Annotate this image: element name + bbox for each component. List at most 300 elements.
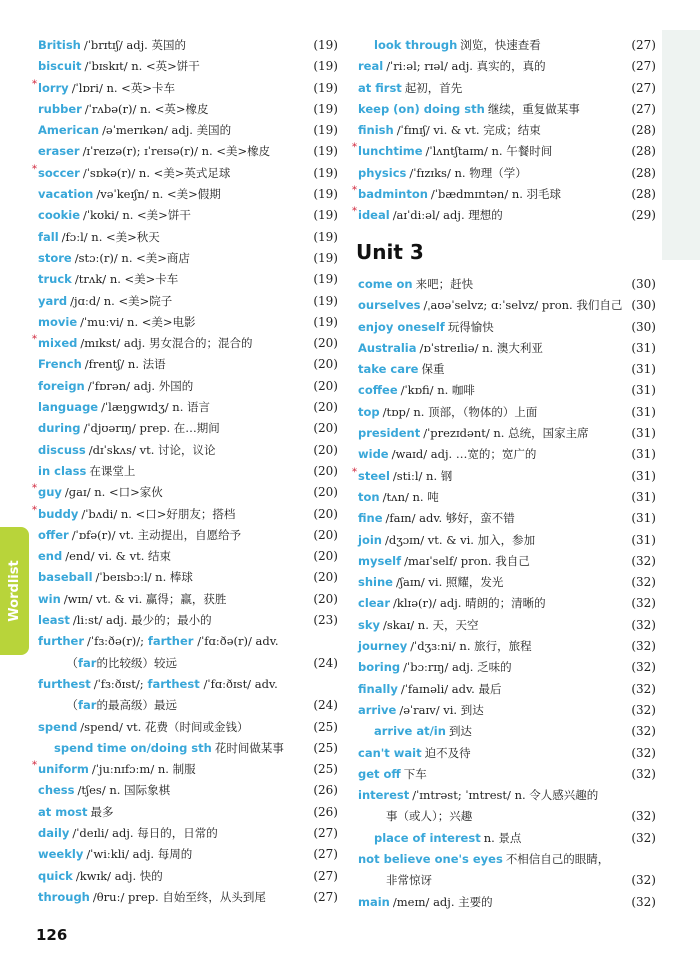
page-reference: (25) [313,762,338,777]
headword: coffee [358,383,398,398]
headword: win [38,591,61,606]
definition: /ˈbædmɪntən/ n. 羽毛球 [430,187,562,202]
headword: soccer [38,165,80,180]
headword: place of interest [374,830,481,845]
definition: /ɡaɪ/ n. <口>家伙 [64,485,163,500]
key-word-marker: * [352,142,357,154]
wordlist-entry [358,551,656,572]
definition: 浏览，快速查看 [460,38,541,52]
headword: shine [358,575,393,590]
wordlist-entry [38,354,338,375]
page-reference: (31) [631,340,656,355]
wordlist-entry [358,402,656,423]
definition: /klɪə(r)/ adj. 晴朗的；清晰的 [393,596,546,611]
page-reference: (31) [631,532,656,547]
wordlist-side-tab[interactable] [0,527,29,655]
page-number: 126 [36,926,68,944]
wordlist-entry [32,482,338,503]
wordlist-entry [358,487,656,508]
page-reference: (27) [313,847,338,862]
headword: foreign [38,378,85,393]
page-reference: (19) [313,165,338,180]
definition: /ˈlʌntʃtaɪm/ n. 午餐时间 [425,144,553,159]
page-reference: (20) [313,527,338,542]
right-column-top [352,35,656,227]
headword: not believe one's eyes [358,852,503,867]
headword: at first [358,80,402,95]
wordlist-entry [358,700,656,721]
wordlist-entry [38,269,338,290]
definition: /stɔː(r)/ n. <美>商店 [74,250,190,265]
headword: offer [38,527,69,542]
headword: spend time on/doing sth [54,740,212,755]
wordlist-entry [32,78,338,99]
wordlist-entry [38,631,338,674]
wordlist-entry [358,99,656,120]
headword: sky [358,617,380,632]
wordlist-entry [358,423,656,444]
headword: buddy [38,506,79,521]
wordlist-entry [38,418,338,439]
headword: journey [358,639,408,654]
definition: /wɪn/ vt. & vi. 赢得；赢，获胜 [63,591,227,606]
headword: myself [358,553,402,568]
page-reference: (20) [313,378,338,393]
page-reference: (19) [313,38,338,52]
definition: /ˈbɔːrɪŋ/ adj. 乏味的 [403,660,512,675]
key-word-marker: * [32,483,37,495]
wordlist-entry [38,844,338,865]
definition: 保重 [421,362,445,377]
wordlist-entry [38,291,338,312]
page-reference: (32) [631,745,656,760]
page-reference: (28) [631,123,656,138]
headword: American [38,123,100,138]
wordlist-entry [38,567,338,588]
definition-line2: 事（或人）；兴趣 [386,809,473,824]
headword: badminton [358,187,428,202]
definition: /ˈprezɪdənt/ n. 总统，国家主席 [423,426,589,441]
page-reference: (32) [631,830,656,845]
page-reference: (19) [313,80,338,95]
page-reference: (29) [631,208,656,223]
wordlist-entry [38,546,338,567]
wordlist-entry [38,525,338,546]
definition: /liːst/ adj. 最少的；最小的 [72,613,212,628]
definition: /ˈfaɪnəli/ adv. 最后 [400,681,502,696]
definition: /ˈlɒri/ n. <英>卡车 [71,80,175,95]
headword: spend [38,719,78,734]
definition: /ˈfɪzɪks/ n. 物理（学） [409,165,527,180]
wordlist-entry [38,674,338,717]
headword: weekly [38,847,84,862]
definition: /ˈbeɪsbɔːl/ n. 棒球 [95,570,193,585]
wordlist-entry [358,380,656,401]
page-reference: (19) [313,229,338,244]
page-reference: (20) [313,485,338,500]
definition: /dɪˈskʌs/ vt. 讨论，议论 [88,442,216,457]
page-reference: (26) [313,783,338,798]
headword: lorry [38,80,69,95]
key-word-marker: * [32,163,37,175]
definition-continued [358,870,656,891]
right-column-unit3 [352,274,656,913]
page-reference: (20) [313,336,338,351]
definition: /ˈɒfə(r)/ vt. 主动提出，自愿给予 [71,527,242,542]
wordlist-entry [358,35,656,56]
definition-continued: （far的比较级）较远 [66,655,177,670]
definition: /ɒˈstreɪliə/ n. 澳大利亚 [419,340,543,355]
definition: /ˈlæŋɡwɪdʒ/ n. 语言 [101,400,211,415]
wordlist-entry [358,56,656,77]
key-word-marker: * [32,78,37,90]
definition-continued [358,806,656,827]
headword: top [358,404,380,419]
wordlist-entry [32,759,338,780]
page-reference: (31) [631,383,656,398]
page-reference: (20) [313,421,338,436]
definition: /end/ vi. & vt. 结束 [65,549,172,564]
headword: wide [358,447,389,462]
wordlist-entry [358,120,656,141]
key-word-marker: * [352,206,357,218]
headword: in class [38,463,87,478]
definition: /ˈbʌdi/ n. <口>好朋友；搭档 [81,506,236,521]
page-reference: (32) [631,702,656,717]
headword: during [38,421,81,436]
key-word-marker: * [32,504,37,516]
page-reference: (31) [631,511,656,526]
definition: /ˈrʌbə(r)/ n. <英>橡皮 [84,101,209,116]
definition: /ˈdeɪli/ adj. 每日的，日常的 [72,825,218,840]
alt-headword: farthest [147,676,200,691]
definition: /ˈriːəl; rɪəl/ adj. 真实的，真的 [386,59,546,74]
wordlist-entry [38,589,338,610]
wordlist-entry [358,679,656,700]
definition-line2: 非常惊讶 [386,873,432,888]
wordlist-entry [358,78,656,99]
wordlist-entry [38,56,338,77]
wordlist-entry [352,205,656,226]
headword: keep (on) doing sth [358,101,485,116]
page-reference: (25) [313,740,338,755]
wordlist-entry [38,717,338,738]
headword: can't wait [358,745,422,760]
definition: /ˈmuːvi/ n. <美>电影 [80,314,196,329]
headword: president [358,426,421,441]
page-reference: (20) [313,357,338,372]
headword: daily [38,825,70,840]
definition: /fɔːl/ n. <美>秋天 [61,229,160,244]
definition: /ˈkʊki/ n. <美>饼干 [83,208,191,223]
definition: /ˈdjʊərɪŋ/ prep. 在…期间 [83,421,220,436]
wordlist-entry [32,163,338,184]
page-reference: (28) [631,187,656,202]
wordlist-entry [38,227,338,248]
definition: /ɪˈreɪzə(r); ɪˈreɪsə(r)/ n. <美>橡皮 [82,144,271,159]
wordlist-entry [38,376,338,397]
key-word-marker: * [352,185,357,197]
definition: 到达 [448,724,472,739]
headword: discuss [38,442,86,457]
definition: /ˈfɜːðɪst/; [93,676,144,691]
headword: clear [358,596,390,611]
right-edge-shadow [662,30,700,260]
headword: ideal [358,208,390,223]
page-reference: (23) [313,613,338,628]
key-word-marker: * [32,760,37,772]
page-reference: (19) [313,101,338,116]
headword: chess [38,783,75,798]
wordlist-entry [32,504,338,525]
wordlist-entry [358,274,656,295]
page-reference: (32) [631,617,656,632]
wordlist-entry [38,248,338,269]
headword: main [358,894,390,909]
headword: real [358,59,384,74]
page-reference: (32) [631,809,656,824]
headword: physics [358,165,407,180]
headword: join [358,532,382,547]
definition: /waɪd/ adj. …宽的；宽广的 [391,447,537,462]
wordlist-tab-label: Wordlist [7,560,22,622]
wordlist-entry [358,359,656,380]
page-reference: (19) [313,293,338,308]
headword: mixed [38,336,78,351]
headword: through [38,889,90,904]
definition-continued: （far的最高级）最远 [66,698,177,713]
page-reference: (27) [631,38,656,52]
wordlist-entry [358,615,656,636]
wordlist-entry [38,610,338,631]
definition: /ˌaʊəˈselvz; ɑːˈselvz/ pron. 我们自己 [423,298,623,313]
headword: biscuit [38,59,82,74]
headword: French [38,357,82,372]
page-reference: (19) [313,187,338,202]
wordlist-entry [358,444,656,465]
wordlist-entry [352,141,656,162]
wordlist-entry [38,312,338,333]
page-reference: (25) [313,719,338,734]
wordlist-entry [358,785,656,828]
wordlist-entry [358,163,656,184]
definition: /mɪkst/ adj. 男女混合的；混合的 [80,336,253,351]
page-reference: (19) [313,272,338,287]
definition: /kwɪk/ adj. 快的 [75,868,163,883]
page-reference: (27) [631,101,656,116]
headword: ourselves [358,298,421,313]
definition: 下车 [403,766,427,781]
headword: eraser [38,144,80,159]
base-word: far [78,698,97,713]
definition: /ˈfɪnɪʃ/ vi. & vt. 完成；结束 [396,123,541,138]
page-reference: (31) [631,468,656,483]
headword: lunchtime [358,144,423,159]
wordlist-entry [358,892,656,913]
definition: /ˈsɒkə(r)/ n. <美>英式足球 [82,165,231,180]
headword: furthest [38,676,91,691]
definition: /ˈjuːnɪfɔːm/ n. 制服 [91,762,196,777]
headword: enjoy oneself [358,319,445,334]
headword: finally [358,681,398,696]
definition: 玩得愉快 [447,319,494,334]
headword: come on [358,277,413,291]
page-reference: (20) [313,549,338,564]
wordlist-entry [32,333,338,354]
definition: /dʒɔɪn/ vt. & vi. 加入，参加 [384,532,536,547]
wordlist-entry [352,184,656,205]
wordlist-entry [38,184,338,205]
headword: quick [38,868,73,883]
definition: /ˈkɒfi/ n. 咖啡 [400,383,475,398]
headword: uniform [38,762,89,777]
definition: /vəˈkeɪʃn/ n. <美>假期 [96,187,221,202]
page-reference: (32) [631,596,656,611]
definition: /spend/ vt. 花费（时间或金钱） [80,719,249,734]
page-reference: (19) [313,144,338,159]
page-reference: (20) [313,570,338,585]
headword: further [38,634,85,649]
definition: 花时间做某事 [214,740,284,755]
page-reference: (27) [631,80,656,95]
page-reference: (28) [631,165,656,180]
wordlist-entry [352,466,656,487]
left-column [32,35,338,908]
headword: fall [38,229,59,244]
headword: arrive [358,702,397,717]
page-reference: (31) [631,404,656,419]
headword: fine [358,511,383,526]
base-word: far [78,655,97,670]
wordlist-entry [38,120,338,141]
wordlist-entry [38,99,338,120]
page-reference: (32) [631,724,656,739]
page-reference: (19) [313,250,338,265]
headword: at most [38,804,88,819]
definition: 不相信自己的眼睛， [505,852,610,867]
headword: ton [358,489,380,504]
page-reference: (27) [313,889,338,904]
wordlist-entry [38,205,338,226]
headword: Australia [358,340,417,355]
page-reference: (19) [313,59,338,74]
page-reference: (28) [631,144,656,159]
page-reference: (20) [313,442,338,457]
page-reference: (24) [313,698,338,713]
definition: 继续，重复做某事 [487,101,580,116]
definition: /stiːl/ n. 钢 [392,468,453,483]
definition: /əˈmerɪkən/ adj. 美国的 [102,123,232,138]
definition: /ˈdʒɜːni/ n. 旅行，旅程 [410,639,532,654]
headword: movie [38,314,78,329]
headword: store [38,250,72,265]
page-reference: (19) [313,123,338,138]
key-word-marker: * [352,466,357,478]
definition: /ˈwiːkli/ adj. 每周的 [86,847,193,862]
wordlist-entry [38,887,338,908]
page-reference: (31) [631,362,656,377]
wordlist-entry [358,530,656,551]
wordlist-entry [358,508,656,529]
headword: yard [38,293,68,308]
definition: /tɒp/ n. 顶部，（物体的）上面 [382,404,538,419]
page-reference: (30) [631,319,656,334]
definition: 在课堂上 [89,463,136,478]
headword: guy [38,485,62,500]
wordlist-entry [358,721,656,742]
wordlist-entry [38,141,338,162]
wordlist-entry [358,338,656,359]
headword: baseball [38,570,93,585]
wordlist-entry [358,317,656,338]
page-reference: (32) [631,766,656,781]
wordlist-entry [38,866,338,887]
definition: /əˈraɪv/ vi. 到达 [399,702,484,717]
definition: /θruː/ prep. 自始至终，从头到尾 [92,889,266,904]
headword: finish [358,123,394,138]
page-reference: (32) [631,894,656,909]
wordlist-entry [38,823,338,844]
headword: least [38,613,70,628]
headword: vacation [38,187,94,202]
definition: /tʃes/ n. 国际象棋 [77,783,171,798]
wordlist-entry [38,440,338,461]
page-reference: (32) [631,681,656,696]
wordlist-entry [358,636,656,657]
wordlist-entry [38,738,338,759]
page-reference: (32) [631,575,656,590]
definition-line2: 的比较级）较远 [96,655,177,670]
definition: 来吧；赶快 [415,277,474,291]
page-reference: (32) [631,553,656,568]
wordlist-entry [358,657,656,678]
page-reference: (27) [313,825,338,840]
page-reference: (32) [631,660,656,675]
definition: /aɪˈdiːəl/ adj. 理想的 [392,208,503,223]
definition: /skaɪ/ n. 天，天空 [383,617,479,632]
wordlist-entry [358,764,656,785]
definition: 迫不及待 [424,745,471,760]
headword: arrive at/in [374,724,446,739]
definition-line2: 的最高级）最远 [96,698,177,713]
definition: /ˈfɜːðə(r)/; [87,634,144,649]
wordlist-entry [358,593,656,614]
wordlist-entry [38,35,338,56]
definition: 最多 [90,804,114,819]
alt-definition: /ˈfɑːðɪst/ adv. [203,676,278,691]
definition: /ʃaɪn/ vi. 照耀，发光 [395,575,504,590]
page-reference: (27) [313,868,338,883]
page-reference: (20) [313,591,338,606]
definition: /meɪn/ adj. 主要的 [392,894,493,909]
page-reference: (20) [313,506,338,521]
definition: /ˈɪntrəst; ˈɪntrest/ n. 令人感兴趣的 [412,788,599,803]
page-reference: (20) [313,400,338,415]
page-reference: (24) [313,655,338,670]
definition: /jɑːd/ n. <美>院子 [70,293,173,308]
page-reference: (19) [313,314,338,329]
headword: look through [374,38,458,52]
headword: steel [358,468,390,483]
headword: interest [358,788,410,803]
wordlist-entry [358,572,656,593]
definition: /trʌk/ n. <美>卡车 [74,272,179,287]
headword: British [38,38,81,52]
page-reference: (20) [313,463,338,478]
wordlist-entry [358,743,656,764]
alt-headword: farther [147,634,194,649]
wordlist-entry [38,461,338,482]
